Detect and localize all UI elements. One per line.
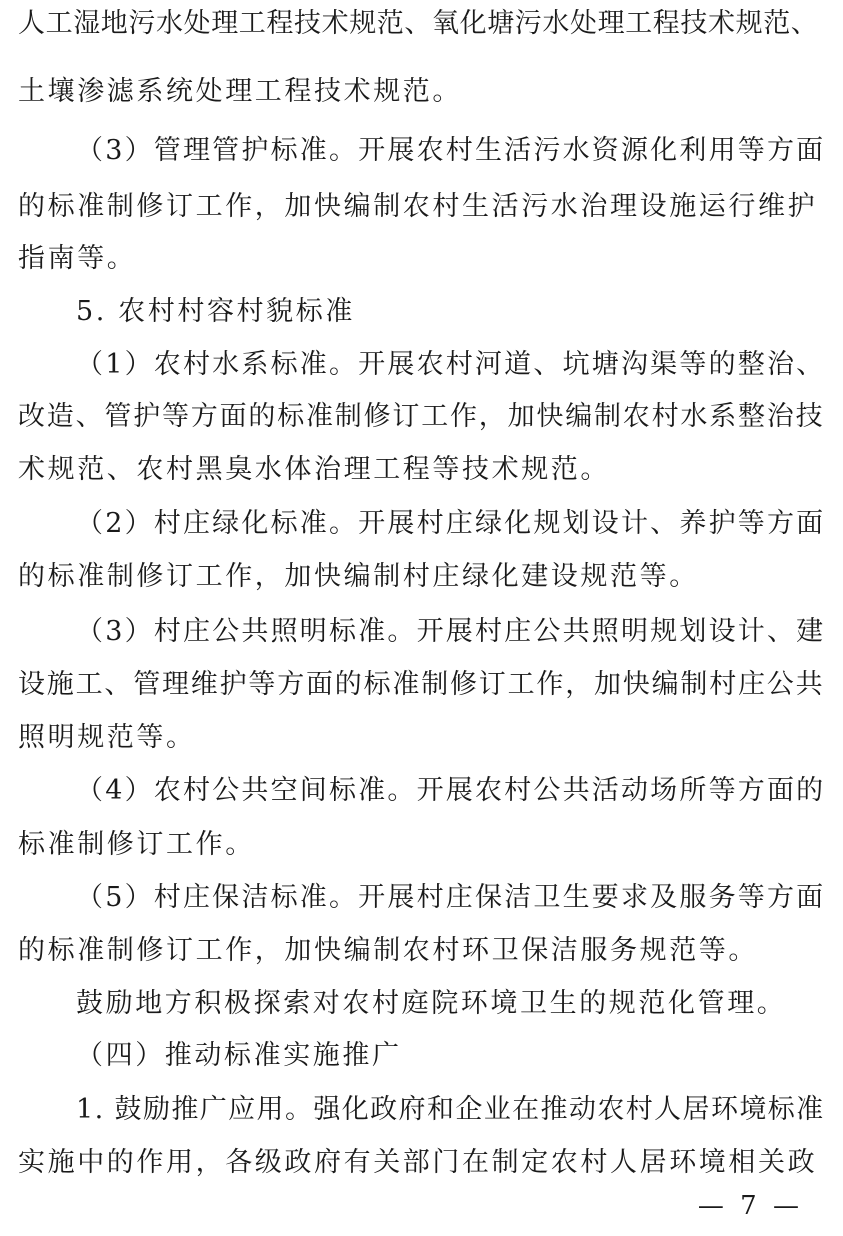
text-line-18: 的标准制修订工作，加快编制农村环卫保洁服务规范等。 xyxy=(18,935,758,966)
text-line-7: （1）农村水系标准。开展农村河道、坑塘沟渠等的整治、 xyxy=(76,349,826,380)
text-line-9: 术规范、农村黑臭水体治理工程等技术规范。 xyxy=(18,454,610,485)
text-line-15: （4）农村公共空间标准。开展农村公共活动场所等方面的 xyxy=(76,775,826,806)
text-line-8: 改造、管护等方面的标准制修订工作，加快编制农村水系整治技 xyxy=(18,401,825,432)
text-line-16: 标准制修订工作。 xyxy=(18,829,255,860)
text-line-2: 土壤渗滤系统处理工程技术规范。 xyxy=(18,76,462,107)
text-line-11: 的标准制修订工作，加快编制村庄绿化建设规范等。 xyxy=(18,561,699,592)
text-line-19: 鼓励地方积极探索对农村庭院环境卫生的规范化管理。 xyxy=(76,988,787,1019)
text-line-5: 指南等。 xyxy=(18,243,137,274)
text-line-14: 照明规范等。 xyxy=(18,722,196,753)
text-line-3: （3）管理管护标准。开展农村生活污水资源化利用等方面 xyxy=(76,135,826,166)
section-heading-4: （四）推动标准实施推广 xyxy=(76,1040,402,1071)
text-line-22: 实施中的作用，各级政府有关部门在制定农村人居环境相关政 xyxy=(18,1147,818,1178)
text-line-12: （3）村庄公共照明标准。开展村庄公共照明规划设计、建 xyxy=(76,616,826,647)
text-line-17: （5）村庄保洁标准。开展村庄保洁卫生要求及服务等方面 xyxy=(76,882,826,913)
text-line-1: 人工湿地污水处理工程技术规范、氧化塘污水处理工程技术规范、 xyxy=(18,8,819,39)
section-heading-5: 5. 农村村容村貌标准 xyxy=(76,296,355,327)
text-line-21: 1. 鼓励推广应用。强化政府和企业在推动农村人居环境标准 xyxy=(76,1094,825,1125)
text-line-10: （2）村庄绿化标准。开展村庄绿化规划设计、养护等方面 xyxy=(76,508,826,539)
text-line-13: 设施工、管理维护等方面的标准制修订工作，加快编制村庄公共 xyxy=(18,669,825,700)
page-number: — 7 — xyxy=(697,1191,803,1221)
text-line-4: 的标准制修订工作，加快编制农村生活污水治理设施运行维护 xyxy=(18,191,818,222)
